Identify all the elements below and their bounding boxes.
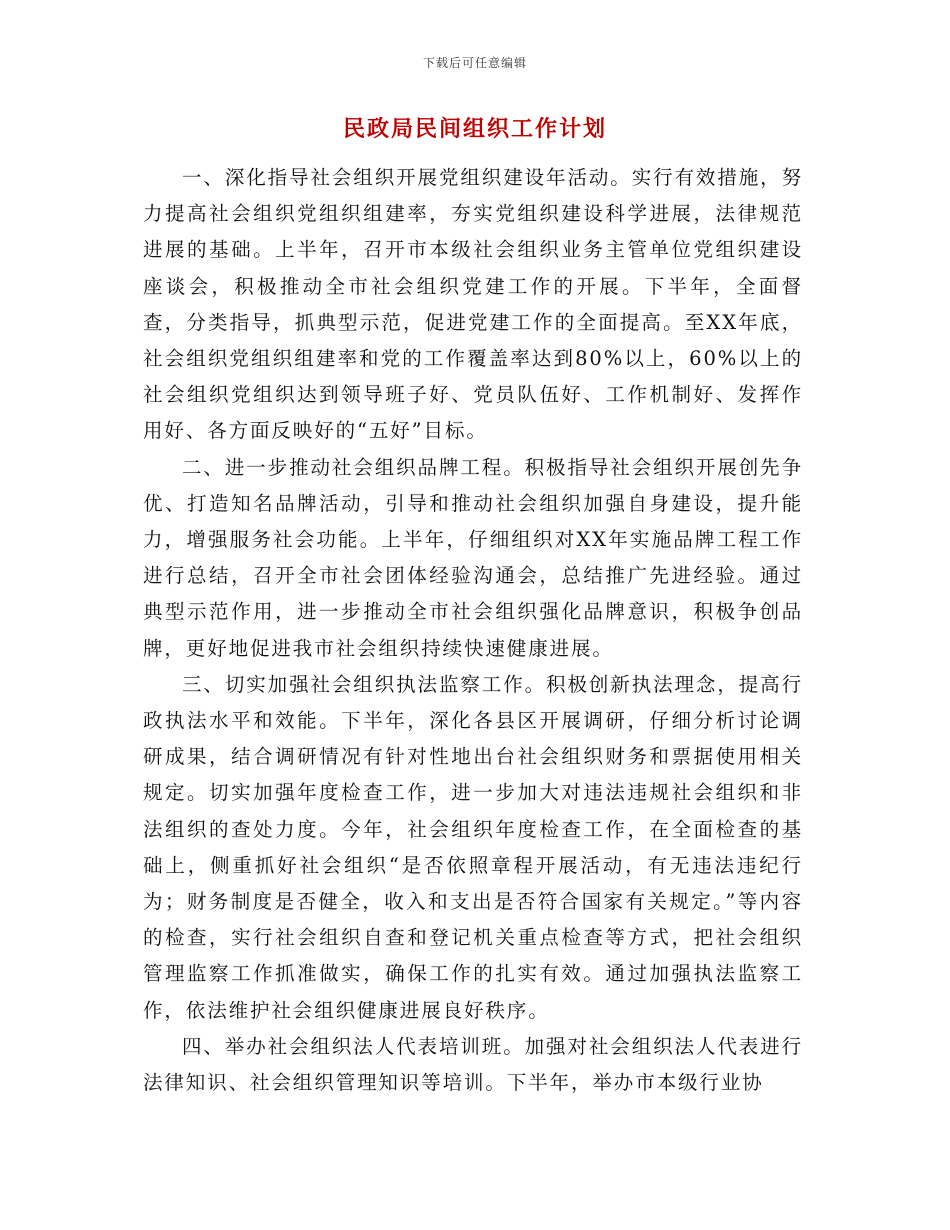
paragraph-1: 一、深化指导社会组织开展党组织建设年活动。实行有效措施，努力提高社会组织党组织组建率，夯实党组织建设科学进展，法律规范进展的基础。上半年，召开市本级社会组织业务主管单位党组织建设座谈会，积极推动全市社会组织党建工作的开展。下半年，全面督查，分类指导，抓典型示范，促进党建工作的全面提高。至XX年底，社会组织党组织组建率和党的工作覆盖率达到80%以上，60%以上的社会组织党组织达到领导班子好、党员队伍好、工作机制好、发挥作用好、各方面反映好的“五好”目标。 <box>143 166 803 443</box>
paragraph-2: 二、进一步推动社会组织品牌工程。积极指导社会组织开展创先争优、打造知名品牌活动，引导和推动社会组织加强自身建设，提升能力，增强服务社会功能。上半年，仔细组织对XX年实施品牌工程工作进行总结，召开全市社会团体经验沟通会，总结推广先进经验。通过典型示范作用，进一步推动全市社会组织强化品牌意识，积极争创品牌，更好地促进我市社会组织持续快速健康进展。 <box>143 455 803 660</box>
paragraph-3: 三、切实加强社会组织执法监察工作。积极创新执法理念，提高行政执法水平和效能。下半年，深化各县区开展调研，仔细分析讨论调研成果，结合调研情况有针对性地出台社会组织财务和票据使用相关规定。切实加强年度检查工作，进一步加大对违法违规社会组织和非法组织的查处力度。今年，社会组织年度检查工作，在全面检查的基础上，侧重抓好社会组织“是否依照章程开展活动，有无违法违纪行为；财务制度是否健全，收入和支出是否符合国家有关规定。”等内容的检查，实行社会组织自查和登记机关重点检查等方式，把社会组织管理监察工作抓准做实，确保工作的扎实有效。通过加强执法监察工作，依法维护社会组织健康进展良好秩序。 <box>143 672 803 1022</box>
document-body <box>143 160 803 1101</box>
document-title: 民政局民间组织工作计划 <box>342 116 607 142</box>
page-header: 下载后可任意编辑 <box>422 56 527 70</box>
paragraph-4: 四、举办社会组织法人代表培训班。加强对社会组织法人代表进行法律知识、社会组织管理知识等培训。下半年，举办市本级行业协 <box>143 1034 803 1095</box>
